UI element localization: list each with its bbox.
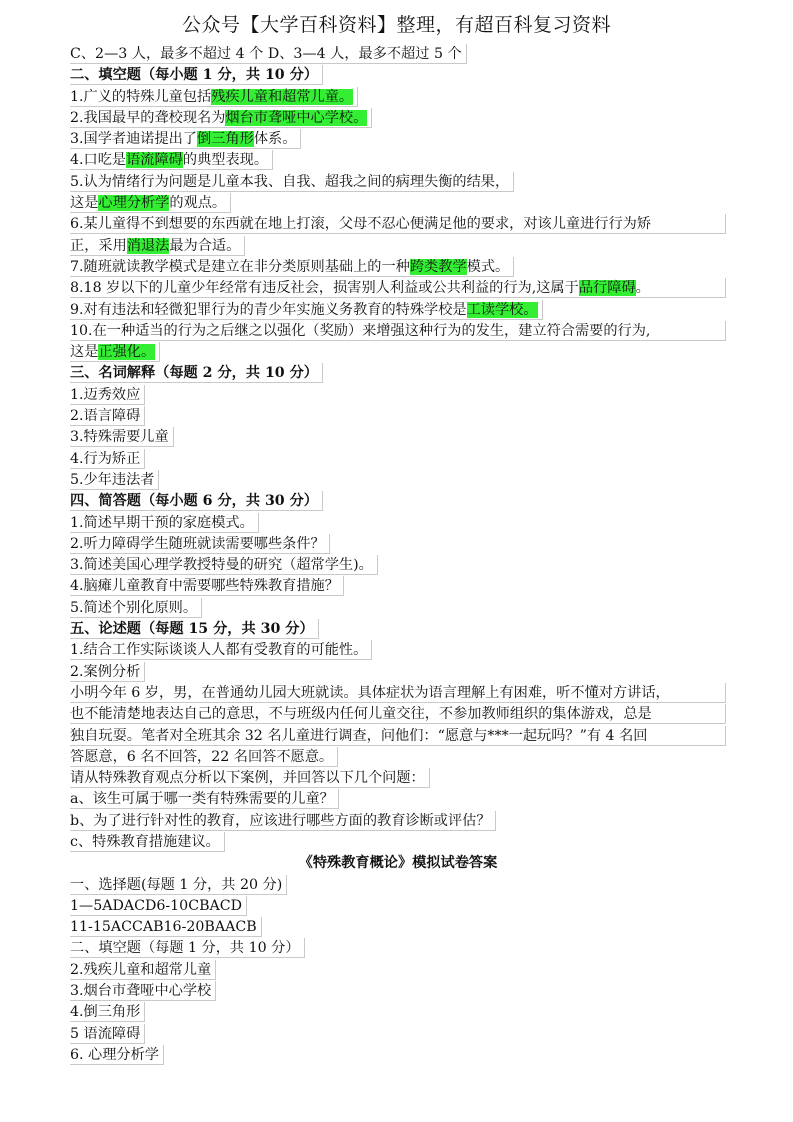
answer-fill-item: 4.倒三角形 [70,1002,145,1022]
fill-q8-answer: 品行障碍 [578,280,636,297]
fill-q9-answer: 工读学校。 [466,301,538,318]
answer-choice-row: 1—5ADACD6-10CBACD [70,896,247,916]
answer-key-title: 《特殊教育概论》模拟试卷答案 [298,855,498,872]
fill-q5-answer: 心理分析学 [98,195,170,212]
short-item: 5.简述个别化原则。 [70,598,202,618]
answer-fill-item: 3.烟台市聋哑中心学校 [70,981,216,1001]
essay-q1: 1.结合工作实际谈谈人人都有受教育的可能性。 [70,640,372,660]
terms-section-title: 三、名词解释（每题 2 分，共 10 分） [70,363,323,383]
fill-q10-answer: 正强化。 [98,344,156,361]
answer-fill-item: 6. 心理分析学 [70,1045,164,1065]
answer-fill-title: 二、填空题（每题 1 分，共 10 分） [70,938,305,958]
short-item: 1.简述早期干预的家庭模式。 [70,513,259,533]
term-item: 4.行为矫正 [70,449,145,469]
essay-section-title: 五、论述题（每题 15 分，共 30 分） [70,619,319,639]
short-section-title: 四、简答题（每小题 6 分，共 30 分） [70,491,323,511]
fill-q6-line2: 正，采用消退法最为合适。 [70,236,245,256]
case-question-a: a、该生可属于哪一类有特殊需要的儿童？ [70,789,339,809]
fill-q4-answer: 语流障碍 [126,152,183,169]
page-header: 公众号【大学百科资料】整理，有超百科复习资料 [181,14,611,36]
fill-q3: 3.国学者迪诺提出了倒三角形体系。 [70,129,301,149]
answer-fill-item: 5 语流障碍 [70,1024,145,1044]
fill-q5-line1: 5.认为情绪行为问题是儿童本我、自我、超我之间的病理失衡的结果， [70,172,514,192]
case-text-line: 也不能清楚地表达自己的意思，不与班级内任何儿童交往，不参加教师组织的集体游戏，总是 [70,704,726,724]
case-text-line: 答愿意，6 名不回答，22 名回答不愿意。 [70,747,338,767]
fill-q8: 8.18 岁以下的儿童少年经常有违反社会，损害别人利益或公共利益的行为,这属于品行障碍。 [70,278,726,298]
short-item: 3.简述美国心理学教授特曼的研究（超常学生)。 [70,555,378,575]
document-body [70,44,726,1066]
answer-choice-title: 一、选择题(每题 1 分，共 20 分) [70,875,287,895]
choice-options-tail: C、2—3 人，最多不超过 4 个 D、3—4 人，最多不超过 5 个 [70,44,467,64]
fill-q6-line1: 6.某儿童得不到想要的东西就在地上打滚，父母不忍心便满足他的要求，对该儿童进行行为矫 [70,214,726,234]
fill-q4: 4.口吃是语流障碍的典型表现。 [70,150,273,170]
fill-q7: 7.随班就读教学模式是建立在非分类原则基础上的一种跨类教学模式。 [70,257,514,277]
fill-q10-line2: 这是正强化。 [70,342,160,362]
fill-q9: 9.对有违法和轻微犯罪行为的青少年实施义务教育的特殊学校是工读学校。 [70,300,543,320]
case-text-line: 小明今年 6 岁，男，在普通幼儿园大班就读。具体症状为语言理解上有困难，听不懂对方讲话， [70,683,726,703]
case-question-c: c、特殊教育措施建议。 [70,832,225,852]
term-item: 5.少年违法者 [70,470,159,490]
case-text-line: 独自玩耍。笔者对全班其余 32 名儿童进行调查，问他们：“愿意与***一起玩吗？”有 4 名回 [70,726,726,746]
answer-choice-row: 11-15ACCAB16-20BAACB [70,917,262,937]
term-item: 1.迈秀效应 [70,385,145,405]
fill-q5-line2: 这是心理分析学的观点。 [70,193,231,213]
short-item: 4.脑瘫儿童教育中需要哪些特殊教育措施？ [70,576,344,596]
case-prompt: 请从特殊教育观点分析以下案例，并回答以下几个问题： [70,768,430,788]
fill-q3-answer: 倒三角形 [197,131,254,148]
fill-q7-answer: 跨类教学 [409,258,467,275]
answer-fill-item: 2.残疾儿童和超常儿童 [70,960,216,980]
fill-q10-line1: 10.在一种适当的行为之后继之以强化（奖励）来增强这种行为的发生，建立符合需要的行为, [70,321,726,341]
essay-q2: 2.案例分析 [70,662,145,682]
case-question-b: b、为了进行针对性的教育，应该进行哪些方面的教育诊断或评估？ [70,811,496,831]
fill-q2: 2.我国最早的聋校现名为烟台市聋哑中心学校。 [70,108,372,128]
fill-q6-answer: 消退法 [126,237,170,254]
fill-q1-answer: 残疾儿童和超常儿童。 [211,88,354,105]
fill-q2-answer: 烟台市聋哑中心学校。 [225,109,368,126]
term-item: 3.特殊需要儿童 [70,427,174,447]
fill-q1: 1.广义的特殊儿童包括残疾儿童和超常儿童。 [70,87,358,107]
short-item: 2.听力障碍学生随班就读需要哪些条件？ [70,534,330,554]
fill-section-title: 二、填空题（每小题 1 分，共 10 分） [70,65,323,85]
term-item: 2.语言障碍 [70,406,145,426]
